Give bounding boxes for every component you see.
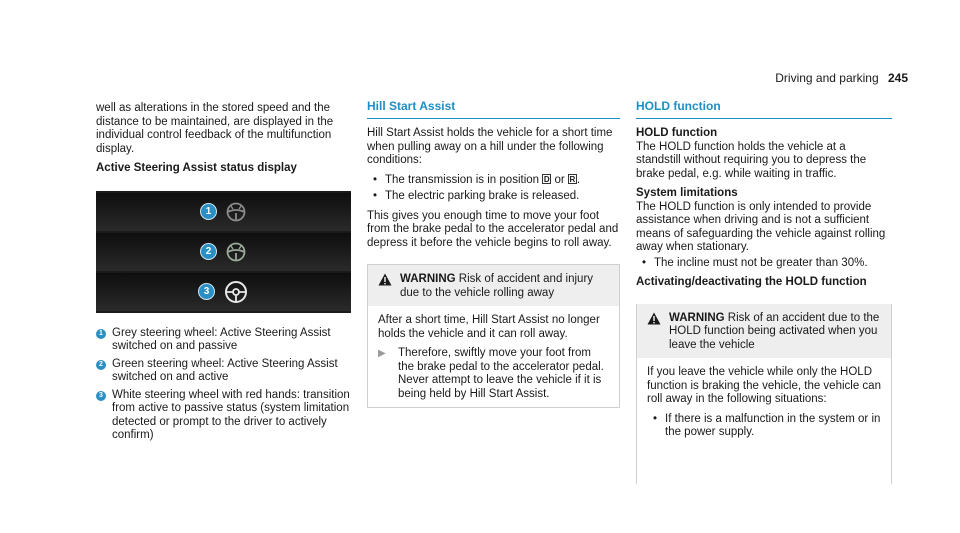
page-number: 245 bbox=[887, 71, 908, 85]
warning-header bbox=[637, 304, 891, 359]
badge-3: 3 bbox=[198, 283, 215, 300]
steering-status-display bbox=[96, 191, 351, 313]
situations-list bbox=[647, 413, 881, 440]
list-item: • The incline must not be greater than 30%. bbox=[636, 257, 892, 271]
warning-header bbox=[368, 265, 619, 306]
section-name: Driving and parking bbox=[775, 71, 879, 85]
steering-wheel-grey-icon bbox=[225, 201, 247, 223]
limitations-list bbox=[636, 257, 892, 271]
legend-badge: 1 bbox=[96, 329, 106, 339]
legend-item bbox=[96, 389, 351, 443]
hold-subheading: HOLD function bbox=[636, 127, 718, 139]
warning-head-text: Risk of an accident due to the HOLD function being activated when you leave the vehicle bbox=[669, 311, 880, 351]
bullet-text: The transmission is in position bbox=[385, 173, 540, 186]
warning-body-text: If you leave the vehicle while only the HOLD function is braking the vehicle, the vehicle can roll away in the following situations: bbox=[647, 366, 881, 405]
legend-item bbox=[96, 358, 351, 385]
warning-body-text: After a short time, Hill Start Assist no longer holds the vehicle and it can roll away. bbox=[378, 314, 600, 340]
section-title-hold: HOLD function bbox=[636, 100, 892, 119]
warning-head-text: Risk of accident and injury due to the vehicle rolling away bbox=[400, 273, 594, 299]
warning-body bbox=[637, 358, 891, 452]
warning-box bbox=[636, 304, 892, 484]
status-display-heading: Active Steering Assist status display bbox=[96, 162, 297, 174]
badge-2: 2 bbox=[200, 243, 217, 260]
hill-start-para: This gives you enough time to move your foot from the brake pedal to the accelerator pedal and depress it before the vehicle begins to roll away. bbox=[367, 209, 619, 249]
warning-box bbox=[367, 264, 620, 408]
legend-text: Grey steering wheel: Active Steering Assist switched on and passive bbox=[112, 326, 331, 352]
steering-wheel-green-icon bbox=[225, 241, 247, 263]
list-item: • If there is a malfunction in the system or in the power supply. bbox=[647, 413, 881, 440]
display-row-grey bbox=[96, 193, 351, 231]
legend-item bbox=[96, 327, 351, 354]
hold-text: The HOLD function holds the vehicle at a standstill without requiring you to depress the brake pedal, e.g. while waiting in traffic. bbox=[636, 140, 867, 180]
action-item bbox=[378, 347, 609, 401]
intro-text: well as alterations in the stored speed and the distance to be maintained, are displayed in the individual control feedback of the multifunction display. bbox=[96, 102, 334, 155]
conditions-list bbox=[367, 174, 620, 204]
limitations-text: The HOLD function is only intended to provide assistance when driving and is not a sufficient means of safeguarding the vehicle against rolling away when stationary. bbox=[636, 200, 886, 253]
display-row-white bbox=[96, 273, 351, 311]
list-item: • The transmission is in position D or R . bbox=[367, 174, 620, 188]
warning-body bbox=[368, 306, 619, 407]
gear-r-icon: R bbox=[569, 175, 576, 185]
warning-label: WARNING bbox=[669, 311, 725, 324]
list-item: • The electric parking brake is released. bbox=[367, 190, 620, 204]
column-middle bbox=[367, 100, 620, 408]
arrow-right-icon: ▶ bbox=[378, 348, 386, 359]
bullet-text: or bbox=[554, 173, 565, 186]
column-left bbox=[96, 100, 351, 447]
legend-text: White steering wheel with red hands: transition from active to passive status (system limitation detected or prompt to the driver to actively confirm) bbox=[112, 388, 350, 441]
limitations-subheading: System limitations bbox=[636, 187, 738, 199]
hill-start-intro: Hill Start Assist holds the vehicle for a short time when pulling away on a hill under the following conditions: bbox=[367, 127, 613, 166]
warning-triangle-icon bbox=[378, 273, 392, 286]
column-right bbox=[636, 100, 892, 484]
page-header bbox=[775, 72, 908, 86]
legend-badge: 2 bbox=[96, 360, 106, 370]
legend-badge: 3 bbox=[96, 391, 106, 401]
warning-label: WARNING bbox=[400, 273, 456, 285]
gear-d-icon: D bbox=[543, 175, 550, 185]
badge-1: 1 bbox=[200, 203, 217, 220]
activation-heading: Activating/deactivating the HOLD function bbox=[636, 276, 867, 288]
warning-triangle-icon bbox=[647, 312, 661, 325]
steering-wheel-white-icon bbox=[223, 279, 249, 305]
legend-text: Green steering wheel: Active Steering Assist switched on and active bbox=[112, 357, 338, 383]
action-text: Therefore, swiftly move your foot from the brake pedal to the accelerator pedal. Never attempt to leave the vehicle if it is being held by Hill Start Assist. bbox=[398, 347, 604, 400]
section-title-hill-start: Hill Start Assist bbox=[367, 100, 620, 119]
display-row-green bbox=[96, 233, 351, 271]
